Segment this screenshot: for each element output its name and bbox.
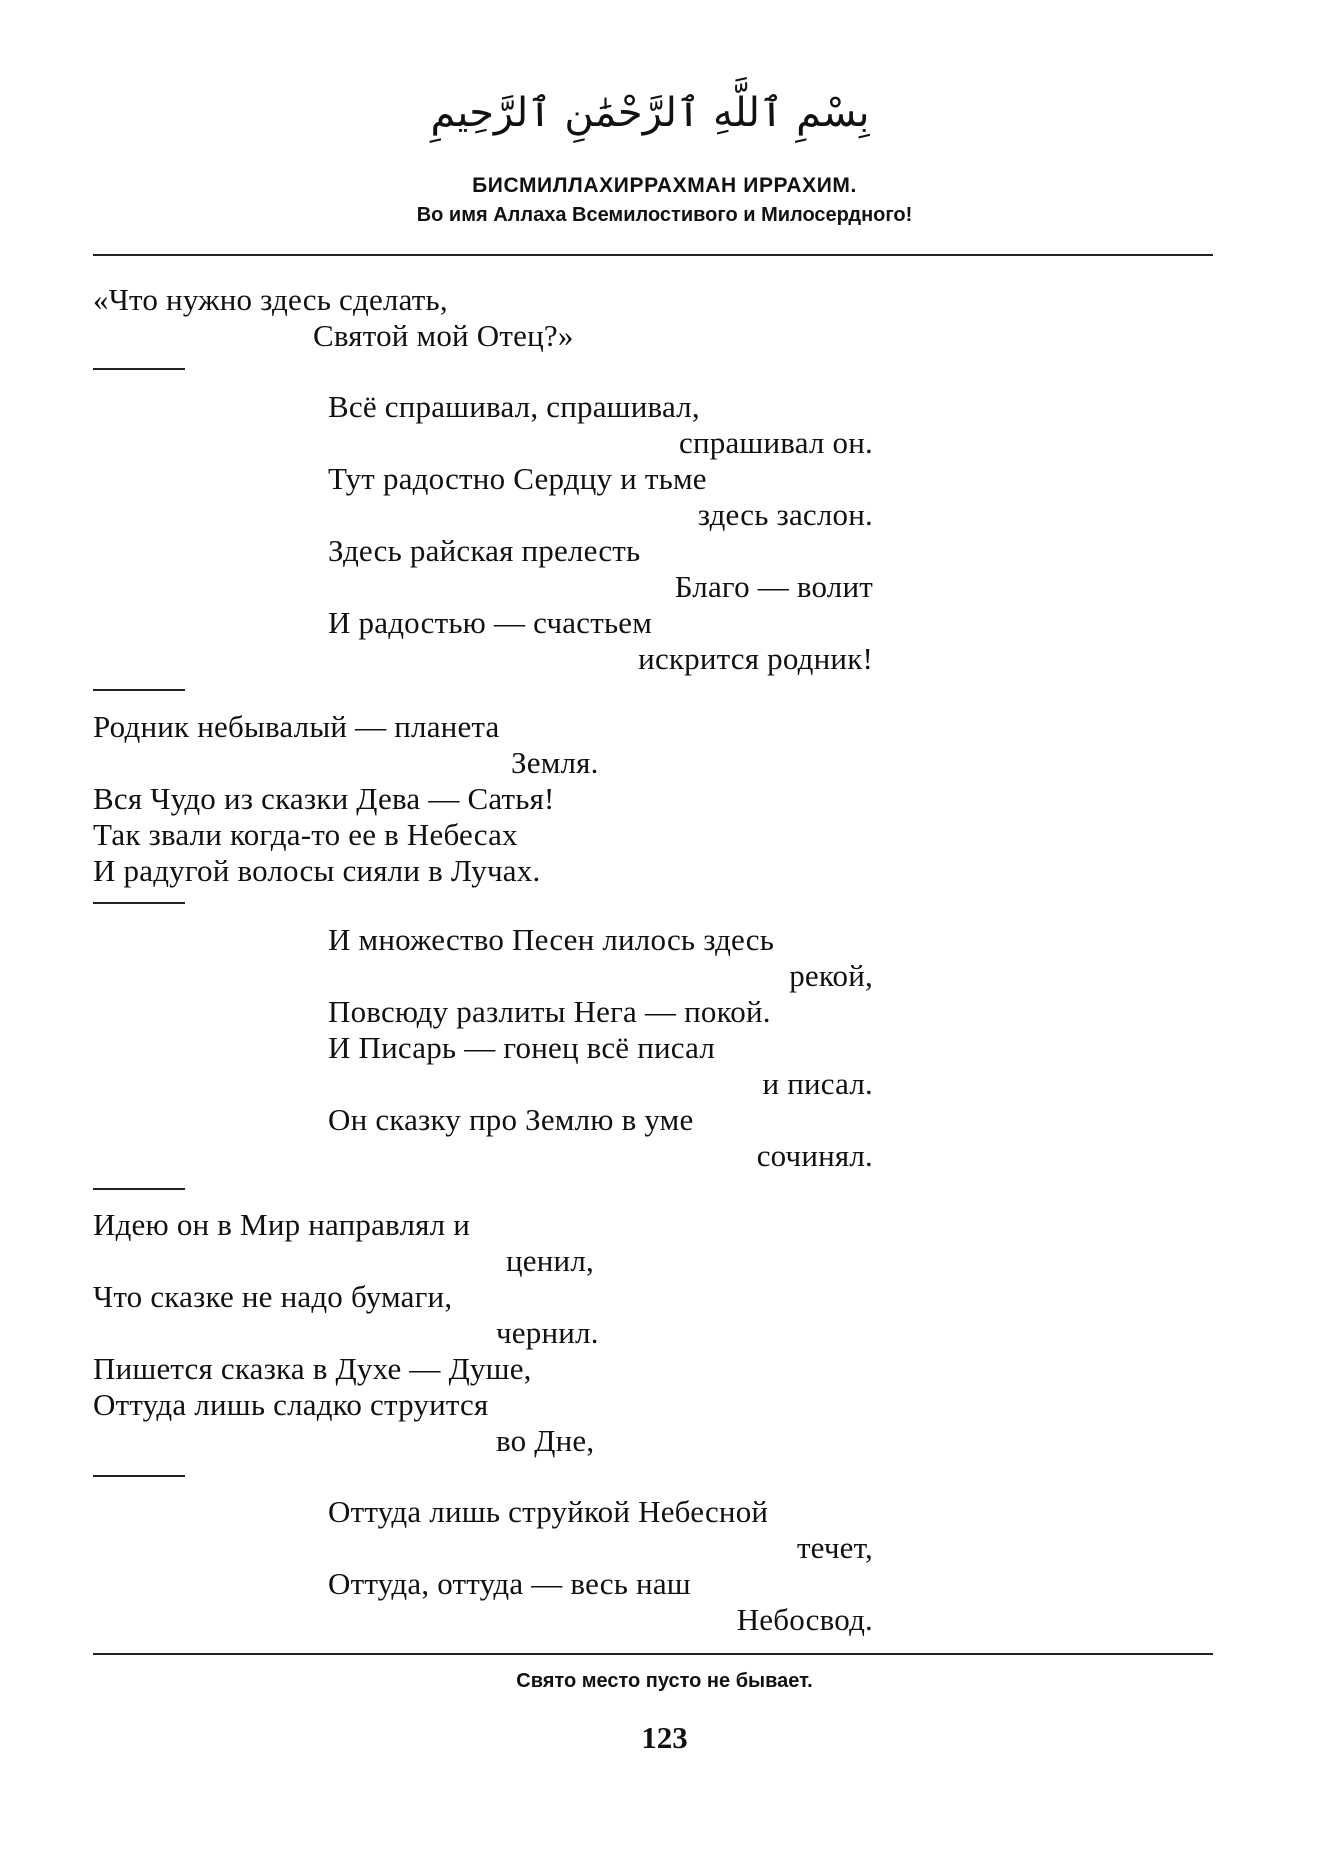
- poem-line: течет,: [796, 1530, 873, 1565]
- poem-line: ценил,: [506, 1243, 594, 1278]
- bismillah-calligraphy: [430, 58, 870, 158]
- poem-line: И Писарь — гонец всё писал: [328, 1030, 716, 1065]
- stanza-separator: [93, 1188, 185, 1190]
- calligraphy-text: بِسْمِ ٱللَّهِ ٱلرَّحْمَٰنِ ٱلرَّحِيمِ: [430, 90, 870, 136]
- poem-line: «Что нужно здесь сделать,: [93, 282, 448, 317]
- poem-line: Оттуда лишь струйкой Небесной: [328, 1494, 769, 1529]
- poem-line: Вся Чудо из сказки Дева — Сатья!: [93, 781, 555, 816]
- poem-line: Святой мой Отец?»: [313, 318, 574, 353]
- top-divider: [93, 254, 1213, 256]
- page-subtitle: Во имя Аллаха Всемилостивого и Милосердного!: [416, 204, 913, 226]
- page-number: 123: [641, 1720, 688, 1755]
- poem-line: Он сказку про Землю в уме: [328, 1102, 694, 1137]
- poem-line: И множество Песен лилось здесь: [328, 922, 775, 957]
- poem-line: во Дне,: [496, 1423, 595, 1458]
- poem-line: Небосвод.: [736, 1602, 873, 1637]
- poem-line: и писал.: [762, 1066, 873, 1101]
- poem-line: Идею он в Мир направлял и: [93, 1207, 471, 1242]
- poem-line: Что сказке не надо бумаги,: [93, 1279, 453, 1314]
- footer-proverb: Свято место пусто не бывает.: [516, 1670, 813, 1692]
- poem-line: Тут радостно Сердцу и тьме: [328, 461, 707, 496]
- poem-line: чернил.: [496, 1315, 599, 1350]
- stanza-separator: [93, 902, 185, 904]
- stanza-separator: [93, 1475, 185, 1477]
- poem-line: Повсюду разлиты Нега — покой.: [328, 994, 771, 1029]
- poem-line: И радугой волосы сияли в Лучах.: [93, 853, 541, 888]
- stanza-separator: [93, 368, 185, 370]
- stanza-separator: [93, 689, 185, 691]
- poem-line: искрится родник!: [638, 641, 873, 676]
- poem-line: Земля.: [511, 745, 599, 780]
- poem-line: здесь заслон.: [697, 497, 873, 532]
- poem-line: Здесь райская прелесть: [328, 533, 641, 568]
- page-title: БИСМИЛЛАХИРРАХМАН ИРРАХИМ.: [472, 174, 857, 197]
- poem-line: рекой,: [789, 958, 873, 993]
- poem-line: Родник небывалый — планета: [93, 709, 500, 744]
- poem-line: Пишется сказка в Духе — Душе,: [93, 1351, 532, 1386]
- bottom-divider: [93, 1653, 1213, 1655]
- poem-line: И радостью — счастьем: [328, 605, 653, 640]
- poem-line: Оттуда лишь сладко струится: [93, 1387, 489, 1422]
- poem-line: Оттуда, оттуда — весь наш: [328, 1566, 691, 1601]
- poem-line: сочинял.: [756, 1138, 873, 1173]
- poem-line: спрашивал он.: [679, 425, 873, 460]
- poem-line: Всё спрашивал, спрашивал,: [328, 389, 700, 424]
- poem-line: Так звали когда-то ее в Небесах: [93, 817, 518, 852]
- poem-line: Благо — волит: [674, 569, 873, 604]
